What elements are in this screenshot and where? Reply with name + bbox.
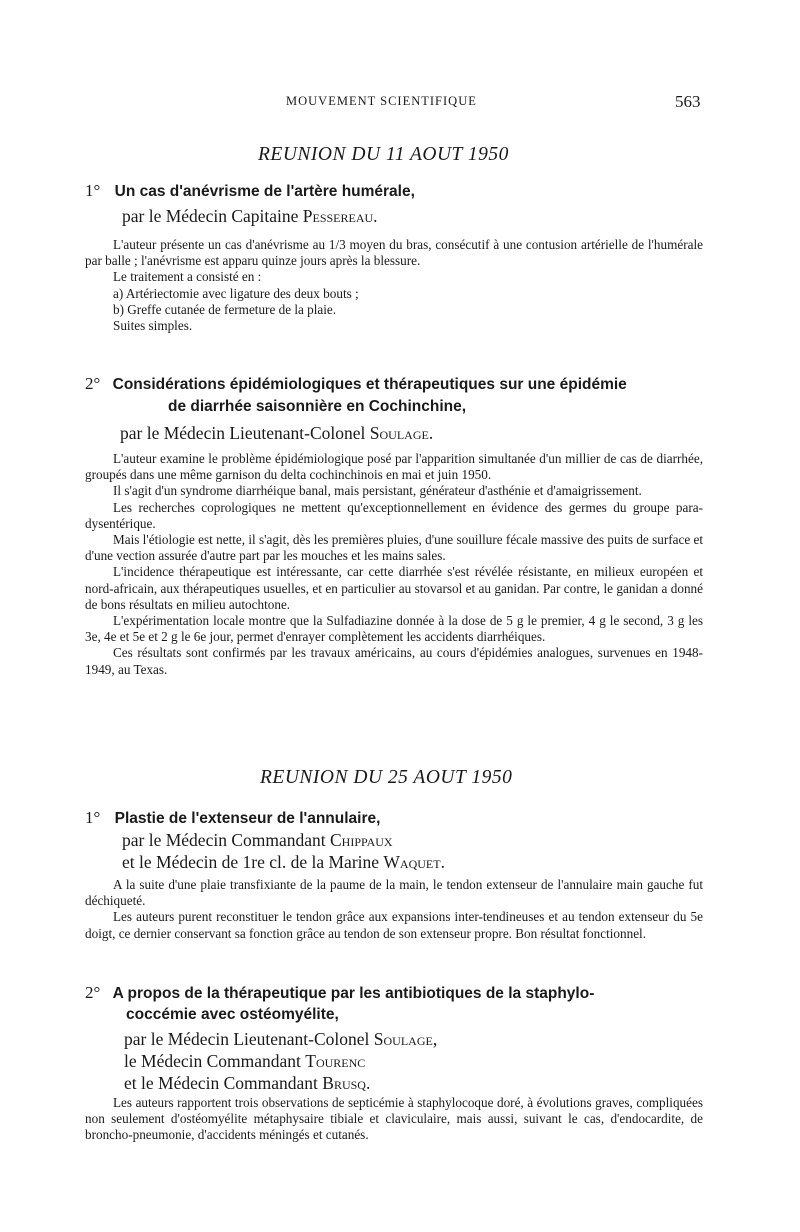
article-body bbox=[85, 877, 703, 942]
paragraph: Mais l'étiologie est nette, il s'agit, dès les premières pluies, d'une souillure fécale massive des puits de surface et d'une vection assurée d'autre part par les mouches et les mains sales. bbox=[85, 532, 703, 564]
running-head: MOUVEMENT SCIENTIFIQUE bbox=[286, 94, 477, 108]
article-title: Plastie de l'extenseur de l'annulaire, bbox=[114, 810, 381, 827]
paragraph: L'auteur présente un cas d'anévrisme au 1/3 moyen du bras, consécutif à une contusion artérielle de l'humérale par balle ; l'anévrisme est apparu quinze jours après la blessure. bbox=[85, 237, 703, 269]
article-title-line2: de diarrhée saisonnière en Cochinchine, bbox=[168, 398, 467, 415]
article-title: A propos de la thérapeutique par les antibiotiques de la staphylo- bbox=[112, 985, 595, 1002]
author-line: par le Médecin Lieutenant-Colonel Soulage, bbox=[124, 1029, 438, 1049]
article-heading bbox=[85, 983, 594, 1003]
paragraph: L'expérimentation locale montre que la Sulfadiazine donnée à la dose de 5 g le premier, 4 g le second, 3 g les 3e, 4e et 5e et 2 g le 6e jour, permet d'enrayer complètement les accidents diarrhéiques. bbox=[85, 613, 703, 645]
article-body bbox=[85, 1095, 703, 1144]
meeting-title-2: REUNION DU 25 AOUT 1950 bbox=[260, 767, 513, 788]
article-authors bbox=[124, 1028, 437, 1094]
paragraph: Le traitement a consisté en : bbox=[113, 269, 262, 285]
article-number: 1° bbox=[85, 808, 101, 827]
paragraph: Les recherches coprologiques ne mettent qu'exceptionnellement en évidence des germes du groupe para-dysentérique. bbox=[85, 499, 703, 531]
article-body bbox=[85, 451, 703, 678]
author-line: par le Médecin Commandant Chippaux bbox=[122, 830, 393, 850]
article-number: 2° bbox=[85, 983, 101, 1002]
article-heading bbox=[85, 181, 415, 201]
article-title-line2: coccémie avec ostéomyélite, bbox=[126, 1006, 339, 1023]
article-number: 2° bbox=[85, 374, 101, 393]
article-title: Un cas d'anévrisme de l'artère humérale, bbox=[114, 183, 415, 200]
author-line: le Médecin Commandant Tourenc bbox=[124, 1051, 366, 1071]
article-authors bbox=[120, 422, 433, 444]
author-line: et le Médecin Commandant Brusq. bbox=[124, 1073, 371, 1093]
author-line: par le Médecin Capitaine Pessereau. bbox=[122, 206, 378, 226]
article-number: 1° bbox=[85, 181, 101, 200]
page-number: 563 bbox=[675, 92, 701, 111]
article-body bbox=[85, 237, 703, 334]
paragraph: b) Greffe cutanée de fermeture de la plaie. bbox=[113, 301, 337, 317]
article-title: Considérations épidémiologiques et thérapeutiques sur une épidémie bbox=[112, 376, 627, 393]
article-heading bbox=[85, 808, 380, 828]
paragraph: A la suite d'une plaie transfixiante de la paume de la main, le tendon extenseur de l'annulaire main gauche fut déchiqueté. bbox=[85, 877, 703, 909]
paragraph: Les auteurs rapportent trois observations de septicémie à staphylocoque doré, à évolutions graves, compliquées non seulement d'ostéomyélite métaphysaire tibiale et claviculaire, mais aussi, suivant le cas, d'endocardite, de broncho-pneumonie, d'accidents méningés et cutanés. bbox=[85, 1095, 703, 1143]
paragraph: Ces résultats sont confirmés par les travaux américains, au cours d'épidémies analogues, survenues en 1948-1949, au Texas. bbox=[85, 645, 703, 677]
article-authors bbox=[122, 829, 445, 873]
article-heading bbox=[85, 374, 627, 394]
author-line: par le Médecin Lieutenant-Colonel Soulage. bbox=[120, 423, 434, 443]
paragraph: Les auteurs purent reconstituer le tendon grâce aux expansions inter-tendineuses et au tendon extenseur du 5e doigt, ce dernier conservant sa fonction grâce au tendon de son extenseur propre. Bon résultat fonctionnel. bbox=[85, 909, 703, 941]
paragraph: L'incidence thérapeutique est intéressante, car cette diarrhée s'est révélée résistante, en milieux européen et nord-africain, aux thérapeutiques usuelles, et en particulier au stovarsol et au ganidan. Par contre, le ganidan a donné de bons résultats en milieu autochtone. bbox=[85, 564, 703, 612]
paragraph: L'auteur examine le problème épidémiologique posé par l'apparition simultanée d'un millier de cas de diarrhée, groupés dans une même garnison du delta cochinchinois en mai et juin 1950. bbox=[85, 451, 703, 483]
paragraph: Suites simples. bbox=[113, 318, 193, 334]
paragraph: a) Artériectomie avec ligature des deux bouts ; bbox=[113, 285, 359, 301]
author-line: et le Médecin de 1re cl. de la Marine Waquet. bbox=[122, 852, 445, 872]
meeting-title-1: REUNION DU 11 AOUT 1950 bbox=[258, 144, 509, 165]
article-authors bbox=[122, 205, 378, 227]
paragraph: Il s'agit d'un syndrome diarrhéique banal, mais persistant, générateur d'asthénie et d'amaigrissement. bbox=[113, 483, 642, 499]
